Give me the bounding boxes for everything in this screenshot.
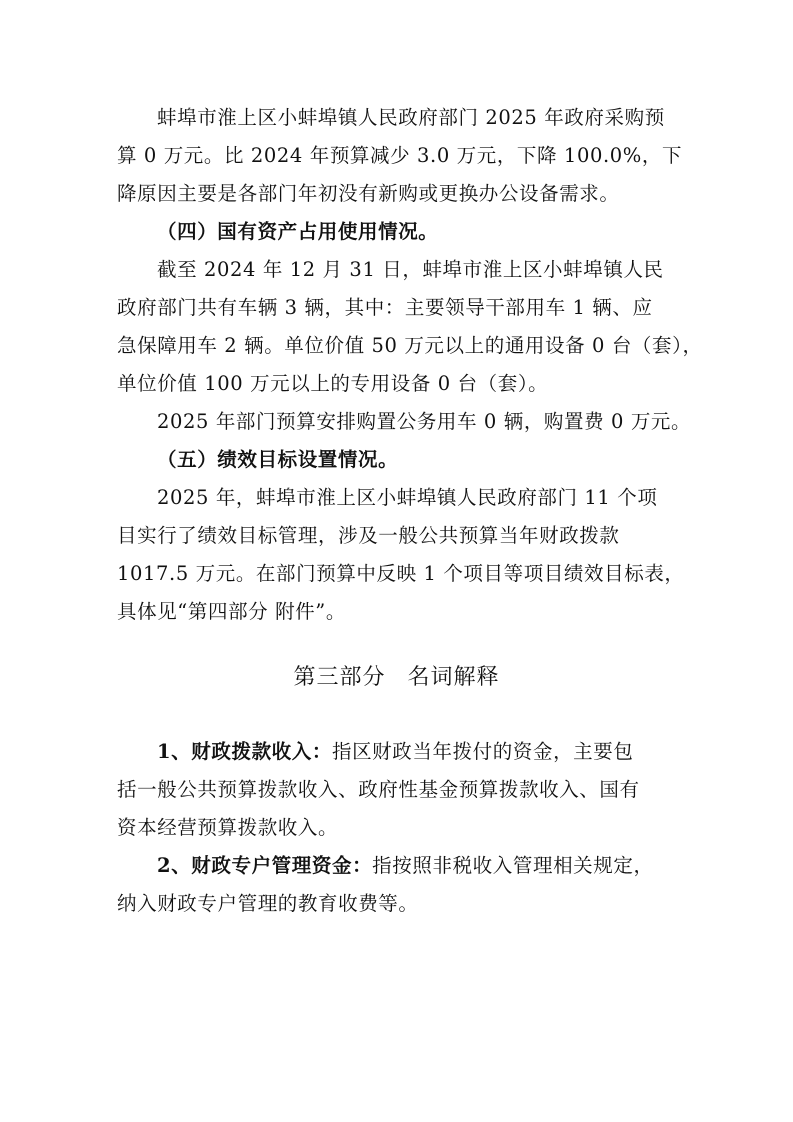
paragraph-assets-line-4: 单位价值 100 万元以上的专用设备 0 台（套）。	[117, 372, 549, 395]
paragraph-performance-line-2: 目实行了绩效目标管理，涉及一般公共预算当年财政拨款	[117, 524, 620, 547]
paragraph-assets-line-1: 截至 2024 年 12 月 31 日，蚌埠市淮上区小蚌埠镇人民	[157, 258, 664, 281]
term-definition-1-line-1	[157, 737, 677, 767]
term-definition-1-line-3: 资本经营预算拨款收入。	[117, 816, 339, 839]
paragraph-procurement-line-3: 降原因主要是各部门年初没有新购或更换办公设备需求。	[117, 182, 620, 205]
paragraph-procurement-line-1: 蚌埠市淮上区小蚌埠镇人民政府部门 2025 年政府采购预	[157, 106, 665, 129]
term-label-1: 1、财政拨款收入：	[157, 740, 332, 763]
part-heading: 第三部分 名词解释	[293, 665, 500, 690]
paragraph-assets-line-3: 急保障用车 2 辆。单位价值 50 万元以上的通用设备 0 台（套），	[117, 334, 703, 357]
paragraph-performance-line-4: 具体见“第四部分 附件”。	[117, 600, 346, 623]
term-label-2: 2、财政专户管理资金：	[157, 854, 373, 877]
term-text-1: 指区财政当年拨付的资金，主要包	[331, 740, 634, 763]
term-definition-2-line-1	[157, 851, 677, 881]
section-heading-assets: （四）国有资产占用使用情况。	[157, 220, 439, 243]
section-heading-performance: （五）绩效目标设置情况。	[157, 448, 399, 471]
paragraph-performance-line-1: 2025 年，蚌埠市淮上区小蚌埠镇人民政府部门 11 个项	[157, 486, 658, 509]
paragraph-performance-line-3: 1017.5 万元。在部门预算中反映 1 个项目等项目绩效目标表，	[117, 562, 685, 585]
paragraph-procurement-line-2: 算 0 万元。比 2024 年预算减少 3.0 万元，下降 100.0%，下	[117, 144, 683, 167]
term-definition-2-line-2: 纳入财政专户管理的教育收费等。	[117, 892, 419, 915]
paragraph-vehicles-line-1: 2025 年部门预算安排购置公务用车 0 辆，购置费 0 万元。	[157, 410, 692, 433]
paragraph-assets-line-2: 政府部门共有车辆 3 辆，其中：主要领导干部用车 1 辆、应	[117, 296, 653, 319]
term-definition-1-line-2: 括一般公共预算拨款收入、政府性基金预算拨款收入、国有	[117, 778, 640, 801]
term-text-2: 指按照非税收入管理相关规定，	[372, 854, 654, 877]
